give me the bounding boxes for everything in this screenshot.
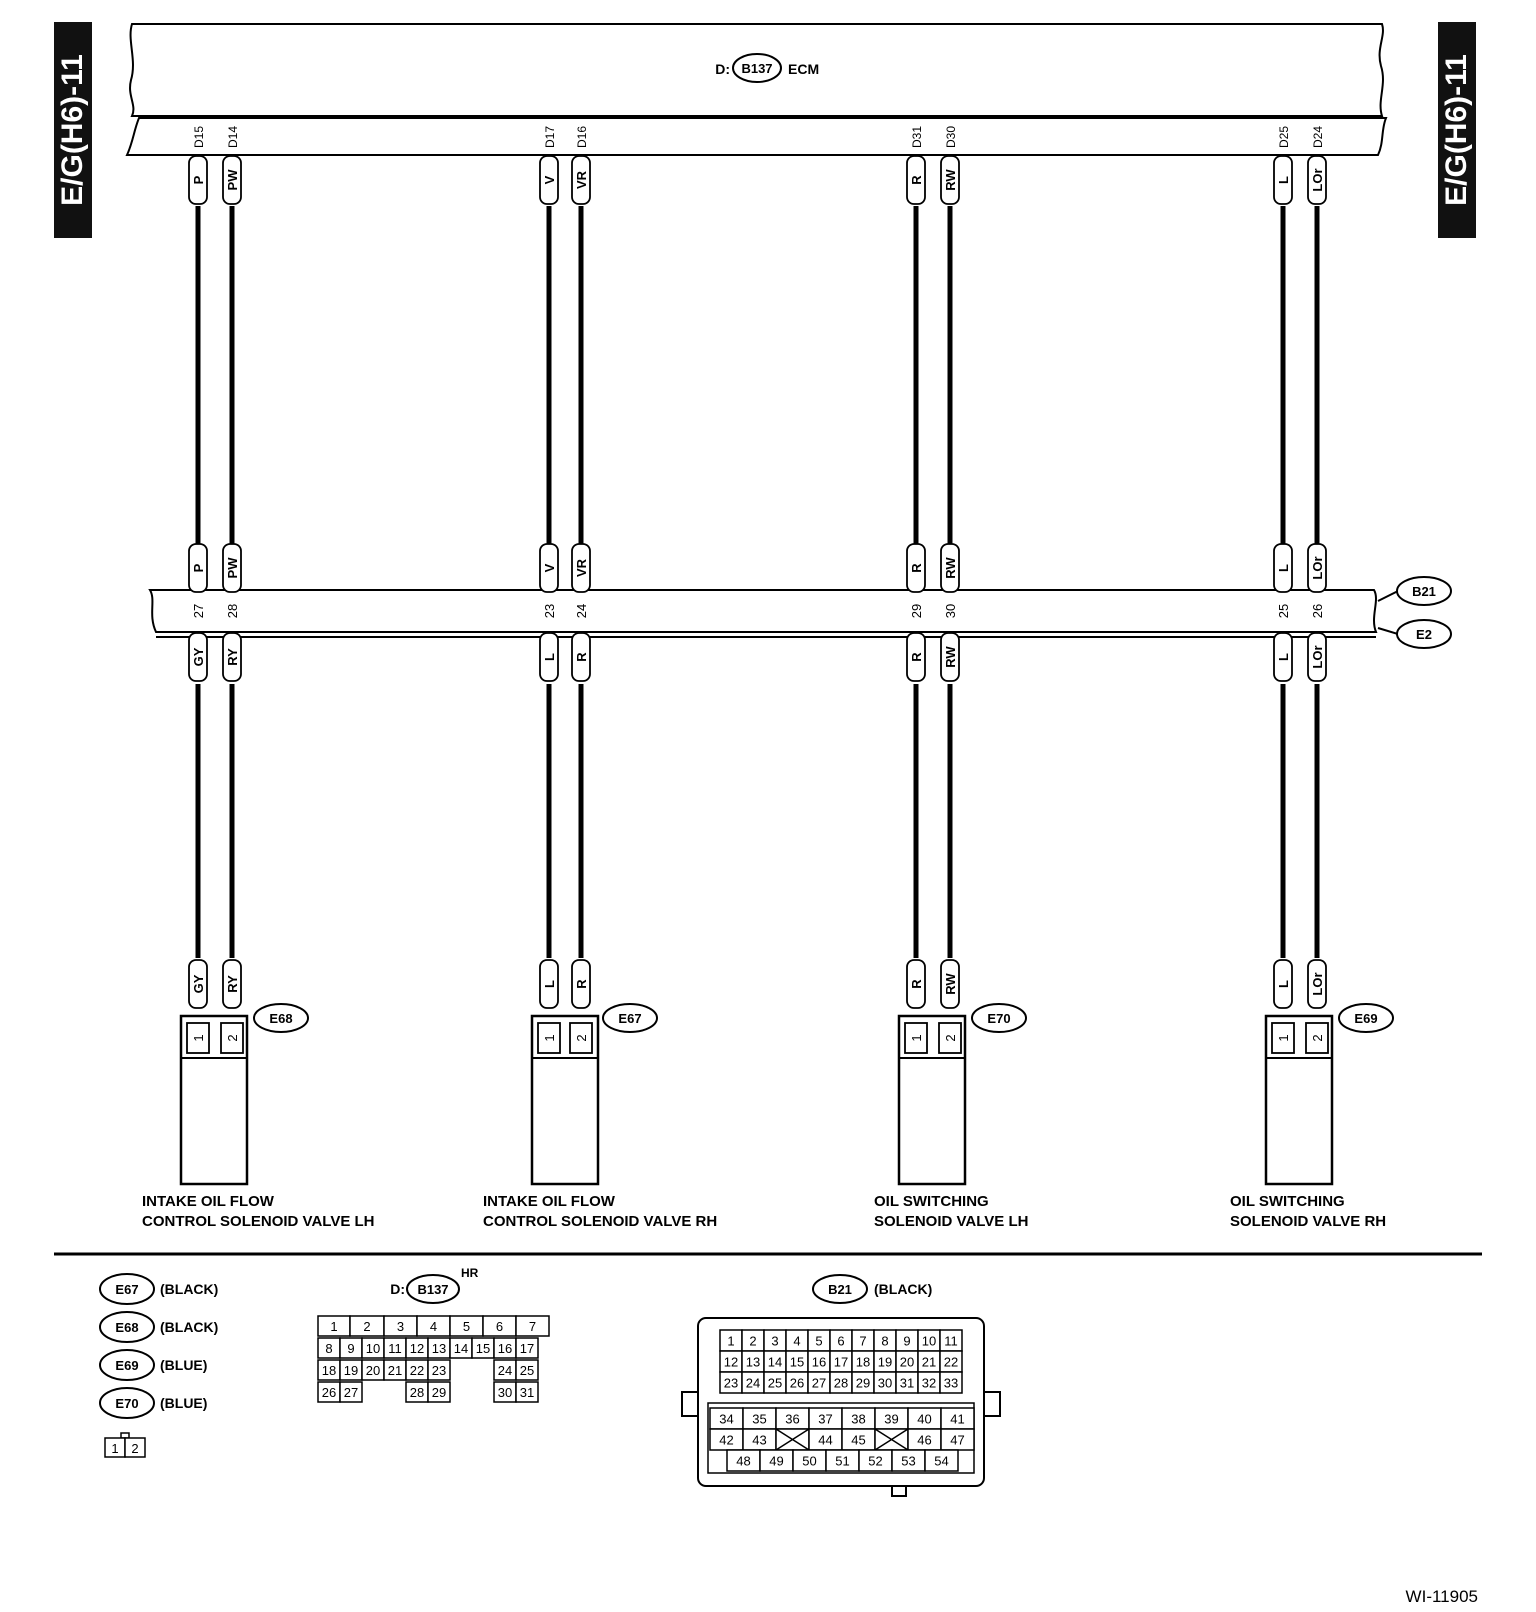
legend-b21-color: (BLACK) <box>874 1281 933 1297</box>
ecm-pin-label: D30 <box>944 125 958 149</box>
wire-d24 <box>1308 126 1326 1008</box>
b21-pin: 6 <box>837 1333 845 1349</box>
b21-pin: 23 <box>723 1375 739 1391</box>
b21-pin: 47 <box>950 1432 965 1448</box>
valve-wire-color: RY <box>225 975 240 993</box>
b21-pin: 21 <box>921 1354 937 1370</box>
b21-pin: 29 <box>855 1375 871 1391</box>
legend-b21-id: B21 <box>828 1282 852 1297</box>
b21-pin: 15 <box>789 1354 805 1370</box>
legend-connector-list <box>100 1274 218 1418</box>
wire-d17 <box>540 126 558 1008</box>
b21-pin: 51 <box>835 1453 850 1469</box>
mid-lower-wire-color: RW <box>943 646 958 668</box>
b21-pin: 42 <box>719 1432 734 1448</box>
b21-pin: 36 <box>785 1411 800 1427</box>
valve-label-line2: CONTROL SOLENOID VALVE RH <box>483 1213 718 1230</box>
legend-b21-connector <box>682 1275 1000 1496</box>
ecm-pin: 10 <box>365 1341 381 1356</box>
legend-ecm-pin-grid <box>318 1316 549 1402</box>
ecm-pin: 17 <box>519 1341 535 1356</box>
mid-pin-label: 25 <box>1276 603 1291 619</box>
valve-wire-color: GY <box>191 974 206 994</box>
wire-d31 <box>907 126 925 1008</box>
valve-wire-color: LOr <box>1310 972 1325 996</box>
intermediate-connector-bar <box>150 577 1451 648</box>
solenoid-valve <box>899 1004 1026 1184</box>
valve-connector-id: E70 <box>987 1011 1011 1026</box>
b21-pin: 2 <box>749 1333 757 1349</box>
b21-pin: 32 <box>921 1375 937 1391</box>
b21-pin: 11 <box>944 1333 958 1349</box>
valve-connector-id: E69 <box>1354 1011 1378 1026</box>
legend-ecm-connector <box>318 1266 549 1402</box>
mid-pin-label: 27 <box>191 603 206 619</box>
ecm-pin: 5 <box>462 1319 471 1334</box>
ecm-pin: 25 <box>519 1363 535 1378</box>
valve-label-line1: INTAKE OIL FLOW <box>142 1193 274 1210</box>
valve-wire-color: R <box>909 979 924 989</box>
b21-pin: 41 <box>950 1411 965 1427</box>
ecm-pin: 16 <box>497 1341 513 1356</box>
b21-pin: 17 <box>833 1354 849 1370</box>
mid-lower-wire-color: R <box>909 652 924 662</box>
b21-pin: 38 <box>851 1411 866 1427</box>
ecm-pin: 4 <box>429 1319 438 1334</box>
mid-pin-label: 28 <box>225 603 240 619</box>
ecm-pin: 31 <box>519 1385 535 1400</box>
legend-connector-id: E69 <box>115 1358 139 1373</box>
legend-connector-id: E70 <box>115 1396 139 1411</box>
side-tab-right-label: E/G(H6)-11 <box>1440 54 1473 206</box>
b21-pin: 20 <box>899 1354 915 1370</box>
b21-pin: 30 <box>877 1375 893 1391</box>
ecm-pin: 20 <box>365 1363 381 1378</box>
valve-label-line1: INTAKE OIL FLOW <box>483 1193 615 1210</box>
ecm-pin: 22 <box>409 1363 425 1378</box>
b21-pin: 33 <box>943 1375 959 1391</box>
b21-pin: 40 <box>917 1411 932 1427</box>
legend-connector-color: (BLUE) <box>160 1395 208 1411</box>
legend-connector-color: (BLUE) <box>160 1357 208 1373</box>
ecm-wire-color: PW <box>225 169 240 191</box>
legend-two-pin-connector <box>105 1433 145 1457</box>
b21-pin: 4 <box>793 1333 801 1349</box>
b21-pin: 31 <box>899 1375 915 1391</box>
mid-pin-label: 29 <box>909 603 924 619</box>
wire-d15 <box>189 126 207 1008</box>
ecm-pin: 6 <box>495 1319 504 1334</box>
valve-wire-color: RW <box>943 973 958 995</box>
ecm-wire-color: L <box>1276 176 1291 184</box>
legend-connector-e67 <box>100 1274 218 1304</box>
mid-upper-wire-color: LOr <box>1310 556 1325 580</box>
b21-pin: 43 <box>752 1432 767 1448</box>
legend-connector-id: E68 <box>115 1320 139 1335</box>
b21-pin: 53 <box>901 1453 916 1469</box>
valve-pin-label: 1 <box>191 1034 206 1042</box>
legend-connector-e70 <box>100 1388 207 1418</box>
ecm-connector-id: B137 <box>741 61 773 76</box>
legend-ecm-prefix: D: <box>390 1281 405 1297</box>
b21-pin: 35 <box>752 1411 767 1427</box>
b21-pin: 48 <box>736 1453 751 1469</box>
b21-pin: 22 <box>943 1354 959 1370</box>
ecm-pin: 2 <box>363 1319 371 1334</box>
circuit-e67 <box>483 126 717 1230</box>
ecm-wire-color: P <box>191 175 206 185</box>
ecm-pin-label: D16 <box>575 125 589 149</box>
mid-lower-wire-color: L <box>542 653 557 661</box>
mid-upper-wire-color: P <box>191 563 206 573</box>
b21-pin: 16 <box>811 1354 827 1370</box>
solenoid-valve <box>532 1004 657 1184</box>
ecm-pin: 15 <box>475 1341 491 1356</box>
legend-connector-color: (BLACK) <box>160 1319 219 1335</box>
b21-pin: 5 <box>815 1333 823 1349</box>
b21-pin: 9 <box>903 1333 911 1349</box>
mid-upper-wire-color: V <box>542 563 557 573</box>
ecm-pin: 27 <box>343 1385 359 1400</box>
b21-pin: 34 <box>719 1411 734 1427</box>
ecm-pin: 11 <box>388 1341 402 1356</box>
ecm-pin: 29 <box>431 1385 447 1400</box>
b21-pin: 28 <box>833 1375 849 1391</box>
ecm-prefix: D: <box>715 61 730 77</box>
ecm-pin-label: D24 <box>1311 125 1325 149</box>
e2-label: E2 <box>1416 627 1432 642</box>
ecm-pin-label: D31 <box>910 125 924 149</box>
valve-pin-label: 2 <box>225 1034 240 1042</box>
legend-connector-e69 <box>100 1350 207 1380</box>
solenoid-valve <box>181 1004 308 1184</box>
ecm-pin-label: D17 <box>543 125 557 149</box>
circuit-e70 <box>874 126 1028 1230</box>
b21-pin: 12 <box>723 1354 739 1370</box>
valve-label-line2: SOLENOID VALVE RH <box>1230 1213 1387 1230</box>
b21-pin: 19 <box>877 1354 893 1370</box>
ecm-pin: 26 <box>321 1385 337 1400</box>
b21-pin: 24 <box>745 1375 761 1391</box>
ecm-pin: 28 <box>409 1385 425 1400</box>
valve-connector-id: E67 <box>618 1011 642 1026</box>
legend-ecm-id: B137 <box>417 1282 449 1297</box>
legend-pin-1: 1 <box>111 1441 119 1456</box>
b21-pin: 27 <box>811 1375 827 1391</box>
b21-pin: 25 <box>767 1375 783 1391</box>
ecm-pin: 13 <box>431 1341 447 1356</box>
mid-pin-label: 26 <box>1310 603 1325 619</box>
ecm-pin-label: D25 <box>1277 125 1291 149</box>
legend-connector-id: E67 <box>115 1282 139 1297</box>
legend-pin-2: 2 <box>131 1441 139 1456</box>
valve-pin-label: 1 <box>1276 1034 1291 1042</box>
mid-lower-wire-color: R <box>574 652 589 662</box>
circuit-e68 <box>142 126 375 1230</box>
side-tab-right <box>1438 22 1476 238</box>
b21-pin: 26 <box>789 1375 805 1391</box>
mid-pin-label: 23 <box>542 603 557 619</box>
valve-label-line2: CONTROL SOLENOID VALVE LH <box>142 1213 375 1230</box>
wire-d25 <box>1274 126 1292 1008</box>
wire-d16 <box>572 126 590 1008</box>
ecm-pin: 21 <box>387 1363 403 1378</box>
ecm-pin: 8 <box>325 1341 333 1356</box>
ecm-wire-color: LOr <box>1310 168 1325 192</box>
b21-pin: 7 <box>859 1333 867 1349</box>
legend-connector-e68 <box>100 1312 218 1342</box>
b21-pin: 13 <box>745 1354 761 1370</box>
ecm-pin: 30 <box>497 1385 513 1400</box>
ecm-name: ECM <box>788 61 820 77</box>
valve-connector-id: E68 <box>269 1011 293 1026</box>
wire-d14 <box>223 126 241 1008</box>
mid-upper-wire-color: PW <box>225 557 240 579</box>
valve-pin-label: 2 <box>943 1034 958 1042</box>
valve-pin-label: 2 <box>574 1034 589 1042</box>
valve-pin-label: 1 <box>909 1034 924 1042</box>
ecm-pin: 23 <box>431 1363 447 1378</box>
mid-upper-wire-color: VR <box>574 558 589 578</box>
legend-b21-tab-left <box>682 1392 698 1416</box>
b21-pin: 44 <box>818 1432 833 1448</box>
ecm-wire-color: V <box>542 175 557 185</box>
mid-upper-wire-color: L <box>1276 564 1291 572</box>
wire-d30 <box>941 126 959 1008</box>
solenoid-valve <box>1266 1004 1393 1184</box>
ecm-wire-color: VR <box>574 170 589 190</box>
mid-upper-wire-color: RW <box>943 557 958 579</box>
side-tab-left <box>54 22 92 238</box>
side-tab-left-label: E/G(H6)-11 <box>56 54 89 206</box>
ecm-pin: 9 <box>347 1341 355 1356</box>
valve-wire-color: L <box>542 980 557 988</box>
valve-wire-color: L <box>1276 980 1291 988</box>
legend-b21-tab-right <box>984 1392 1000 1416</box>
b21-pin: 18 <box>855 1354 871 1370</box>
b21-pin: 1 <box>727 1333 735 1349</box>
legend-b21-key <box>892 1486 906 1496</box>
b21-pin: 54 <box>934 1453 949 1469</box>
ecm-pin-label: D14 <box>226 125 240 149</box>
circuit-e69 <box>1230 126 1393 1230</box>
b21-pin: 8 <box>881 1333 889 1349</box>
b21-pin: 50 <box>802 1453 817 1469</box>
ecm-pin: 24 <box>497 1363 513 1378</box>
figure-id: WI-11905 <box>1405 1587 1478 1606</box>
b21-pin: 46 <box>917 1432 932 1448</box>
circuits-layer <box>142 126 1393 1230</box>
valve-label-line2: SOLENOID VALVE LH <box>874 1213 1029 1230</box>
b21-pin: 45 <box>851 1432 866 1448</box>
valve-wire-color: R <box>574 979 589 989</box>
mid-lower-wire-color: L <box>1276 653 1291 661</box>
ecm-pin: 19 <box>343 1363 359 1378</box>
ecm-wire-color: RW <box>943 169 958 191</box>
valve-pin-label: 2 <box>1310 1034 1325 1042</box>
mid-lower-wire-color: GY <box>191 647 206 667</box>
ecm-pin: 3 <box>396 1319 405 1334</box>
mid-lower-wire-color: LOr <box>1310 645 1325 669</box>
b21-pin: 49 <box>769 1453 784 1469</box>
b21-label: B21 <box>1412 584 1436 599</box>
valve-pin-label: 1 <box>542 1034 557 1042</box>
b21-pin: 39 <box>884 1411 899 1427</box>
legend-connector-color: (BLACK) <box>160 1281 219 1297</box>
ecm-pin: 12 <box>409 1341 425 1356</box>
ecm-unit <box>127 24 1386 155</box>
b21-pin: 14 <box>767 1354 783 1370</box>
ecm-pin: 1 <box>330 1319 338 1334</box>
b21-pin: 37 <box>818 1411 833 1427</box>
valve-label-line1: OIL SWITCHING <box>874 1193 989 1210</box>
valve-label-line1: OIL SWITCHING <box>1230 1193 1345 1210</box>
mid-lower-wire-color: RY <box>225 648 240 666</box>
b21-pin: 10 <box>921 1333 937 1349</box>
ecm-pin: 14 <box>453 1341 469 1356</box>
mid-pin-label: 30 <box>943 603 958 619</box>
ecm-pin: 7 <box>528 1319 537 1334</box>
ecm-wire-color: R <box>909 175 924 185</box>
mid-upper-wire-color: R <box>909 563 924 573</box>
ecm-pin-label: D15 <box>192 125 206 149</box>
mid-pin-label: 24 <box>574 603 589 619</box>
ecm-pin: 18 <box>321 1363 337 1378</box>
b21-pin: 3 <box>771 1333 779 1349</box>
b21-pin: 52 <box>868 1453 883 1469</box>
legend-ecm-suffix: HR <box>461 1266 479 1280</box>
